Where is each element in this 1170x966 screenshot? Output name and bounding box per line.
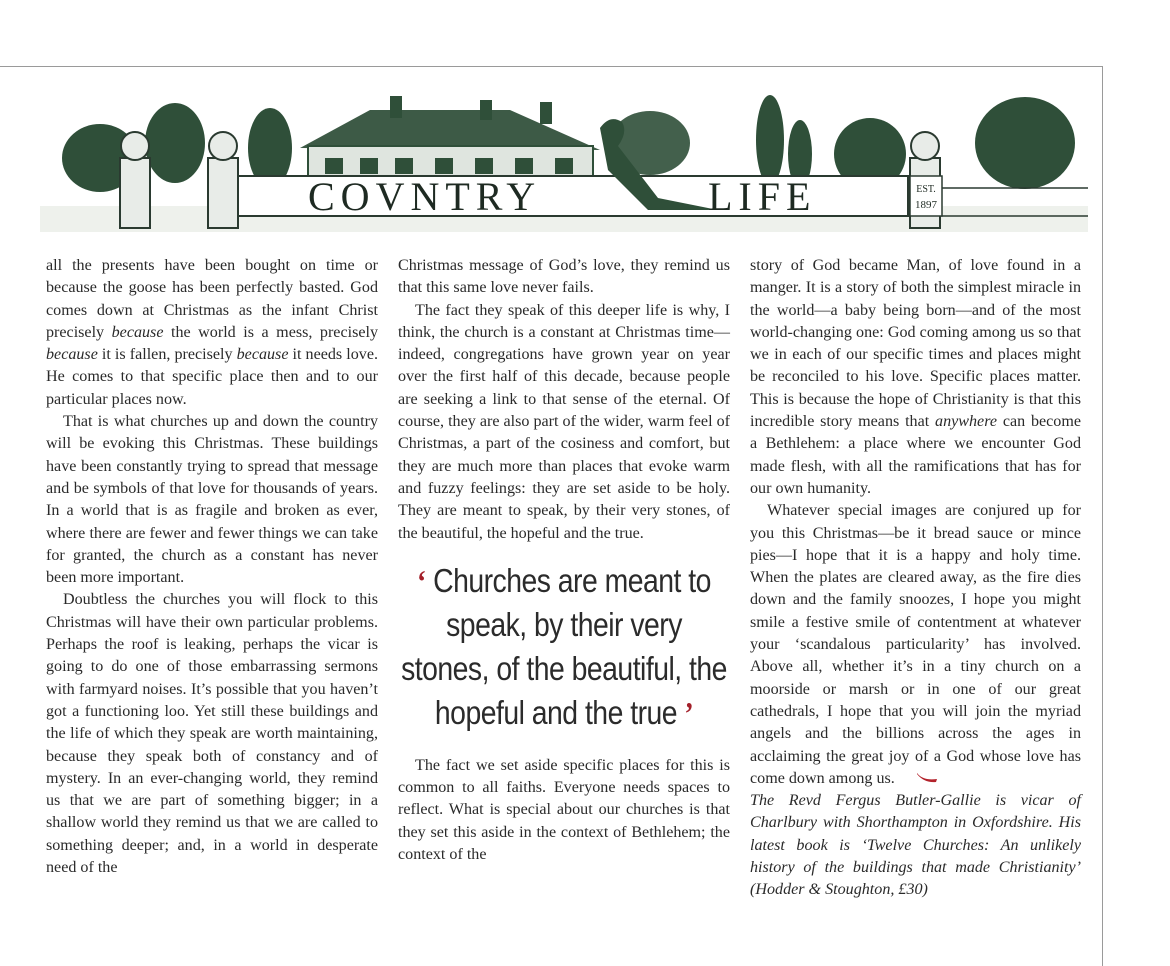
emphasis: because xyxy=(111,323,164,341)
est-label: EST. xyxy=(916,184,936,195)
emphasis: because xyxy=(46,346,98,364)
paragraph xyxy=(46,255,378,411)
pull-quote xyxy=(398,559,730,735)
emphasis: because xyxy=(236,346,289,364)
text-run: Whatever special images are conjured up for you this Christmas—be it bread sauce or mince pies—I hope that it is a happy and holy time. When the plates are cleared away, as the fire dies down and the family snoozes, I hope you might smile a festive smile of contentment at whatever your ‘scandalous particularity’ has involved. Above all, whether it’s in a tiny church on a moorside or marsh or in one of our great cathedrals, I hope that you will join the myriad angels and the billions across the ages in acclaiming the great joy of a God whose love has come down among us. xyxy=(750,502,1081,787)
masthead xyxy=(40,88,1088,248)
text-run: can become a Bethlehem: a place where we encounter God made flesh, with all the ramifications that has for our own humanity. xyxy=(750,413,1082,497)
article-column-3 xyxy=(750,255,1081,902)
paragraph: That is what churches up and down the country will be evoking this Christmas. These buildings have been constantly trying to spread that message and be symbols of that love for thousands of years. In a world that is as fragile and broken as ever, where there are fewer and fewer things we can take for granted, the church as a constant has never been more important. xyxy=(46,413,378,587)
article-column-2 xyxy=(398,255,730,866)
masthead-title-left: COVNTRY xyxy=(308,174,542,219)
text-run: it needs love. He comes to that specific place then and to our particular places now. xyxy=(46,346,378,408)
paragraph: Christmas message of God’s love, they remind us that this same love never fails. xyxy=(398,257,730,297)
text-run: story of God became Man, of love found in a manger. It is a story of both the simplest miracle in the world—a baby being born—and of the most world-changing one: God coming among us so that we in each of our specific times and places might be reconciled to his love. Specific places matter. This is because the hope of Christianity is that this incredible story means that xyxy=(750,257,1081,431)
text-run: all the presents have been bought on time or because the goose has been perfectly basted. God comes down at Christmas as the infant Christ precisely xyxy=(46,257,378,341)
text-run: it is fallen, precisely xyxy=(97,346,237,364)
close-quote-mark: ’ xyxy=(684,694,694,731)
est-year: 1897 xyxy=(915,199,937,211)
emphasis: anywhere xyxy=(935,413,998,431)
author-byline: The Revd Fergus Butler-Gallie is vicar of Charlbury with Shorthampton in Oxfordshire. His latest book is ‘Twelve Churches: An unlikely history of the buildings that made Christianity’ (Hodder & Stoughton, £30) xyxy=(750,792,1081,899)
article-column-1 xyxy=(46,255,378,879)
paragraph: Doubtless the churches you will flock to this Christmas will have their own particular problems. Perhaps the roof is leaking, perhaps the vicar is going to do one of those embarrassing sermons with farmyard noises. It’s possible that you haven’t got a functioning loo. Yet still these buildings and the life of which they speak are worth maintaining, because they speak both of constancy and of mystery. In an ever-changing world, they remind us that we are part of something bigger; in a shallow world they remind us that we are called to something deeper; and, in a world in desperate need of the xyxy=(46,591,378,877)
masthead-engraving xyxy=(40,88,1088,248)
open-quote-mark: ‘ xyxy=(417,562,426,599)
paragraph xyxy=(750,255,1081,500)
pull-quote-text: Churches are meant to speak, by their very stones, of the beautiful, the hopeful and the true xyxy=(401,561,727,731)
masthead-title-right: LIFE xyxy=(708,174,817,219)
paragraph: The fact they speak of this deeper life is why, I think, the church is a constant at Christmas time—indeed, congregations have grown year on year over the first half of this decade, because people are seeking a link to that sense of the eternal. Of course, they are also part of the wider, warm feel of Christmas, a part of the cosiness and comfort, but they are much more than places that evoke warm and fuzzy feelings: they are set aside to be holy. They are meant to speak, by their very stones, of the beautiful, the hopeful and the true. xyxy=(398,301,730,542)
end-mark-icon xyxy=(899,768,938,790)
text-run: the world is a mess, precisely xyxy=(163,323,378,341)
paragraph: The fact we set aside specific places for this is common to all faiths. Everyone needs spaces to reflect. What is special about our churches is that they set this aside in the context of Bethlehem; the context of the xyxy=(398,756,730,864)
paragraph xyxy=(750,500,1081,790)
